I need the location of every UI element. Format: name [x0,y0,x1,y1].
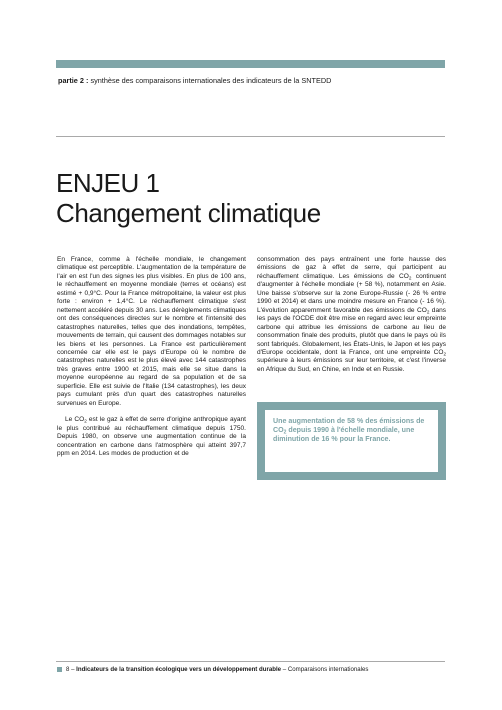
footer-square-icon [57,667,62,672]
part-header [58,76,331,85]
left-paragraph-2 [57,416,246,458]
right-subscript-1: 2 [408,275,412,281]
part-label: partie 2 : [58,76,89,85]
left-p2-part-a: Le CO [65,416,85,424]
callout-subscript: 2 [283,429,287,436]
right-part-b: continuent d'augmenter à l'échelle mondiale (+ 58 %), notamment en Asie. Une baisse s'observe sur la zone Europe-Russie (- 26 % entre 1990 et 2014) et dans une moindre mesure en France (- 16 %). L'évolution apparemment favorable des émissions de CO [257,272,447,314]
right-paragraph [257,256,446,374]
left-p2-subscript: 2 [84,418,87,424]
callout-inner [265,410,438,472]
left-column [57,256,246,458]
footer-divider [56,661,445,662]
right-subscript-3: 2 [443,351,446,357]
callout-part-b: depuis 1990 à l'échelle mondiale, une diminution de 16 % pour la France. [273,426,415,444]
right-column [257,256,446,374]
right-subscript-2: 2 [426,309,430,315]
header-divider [56,136,445,137]
header-accent-bar [56,60,445,68]
part-text: synthèse des comparaisons internationales des indicateurs de la SNTEDD [88,76,332,85]
left-paragraph-1: En France, comme à l'échelle mondiale, le changement climatique est perceptible. L'augmentation de la température de l'air en est l'un des signes les plus visibles. En plus de 100 ans, le réchauffement en moyenne mondiale (terres et océans) est estimé + 0,9°C. Pour la France métropolitaine, la valeur est plus forte : environ + 1,4°C. Le réchauffement climatique s'est nettement accéléré depuis 30 ans. Les dérèglements climatiques ont des conséquences directes sur le nombre et l'intensité des catastrophes naturelles, telles que des inondations, tempêtes, mouvements de terrain, qui causent des dommages notables sur les biens et les personnes. La France est particulièrement concernée car elle est le pays d'Europe où le nombre de catastrophes naturelles est le plus élevé avec 144 catastrophes très graves entre 1900 et 2015, mais elle se situe dans la moyenne européenne au regard de sa population et de sa superficie. Elle est suivie de l'Italie (134 catastrophes), les deux pays cumulant près d'un quart des catastrophes naturelles survenues en Europe. [57,256,246,407]
callout-part-a: Une augmentation de 58 % des émissions de CO [273,417,425,435]
callout-text [273,417,432,445]
page-footer [66,666,368,673]
callout-box [257,402,446,480]
right-part-a: consommation des pays entraînent une forte hausse des émissions de gaz à effet de serre, qui participent au réchauffement climatique. Les émissions de CO [257,256,446,280]
page-title: Changement climatique [56,198,321,228]
footer-subtitle: – Comparaisons internationales [281,666,369,673]
footer-publication-title: Indicateurs de la transition écologique vers un développement durable [76,666,282,673]
footer-page-number: 8 – [66,666,77,673]
section-kicker: ENJEU 1 [56,168,160,198]
right-part-d: supérieure à leurs émissions sur leur territoire, et c'est l'inverse en Afrique du Sud, en Chine, en Inde et en Russie. [257,357,446,373]
left-p2-part-b: est le gaz à effet de serre d'origine anthropique ayant le plus contribué au réchauffement climatique depuis 1750. Depuis 1980, on observe une augmentation continue de la concentration en carbone dans l'atmosphère qui atteint 397,7 ppm en 2014. Les modes de production et de [57,416,246,457]
right-part-c: dans les pays de l'OCDE doit être mise en regard avec leur empreinte carbone qui attribue les émissions de carbone au lieu de consommation finale des produits, plutôt que dans le pays où ils sont fabriqués. Globalement, les États-Unis, le Japon et les pays d'Europe occidentale, dont la France, ont une empreinte CO [257,306,447,356]
